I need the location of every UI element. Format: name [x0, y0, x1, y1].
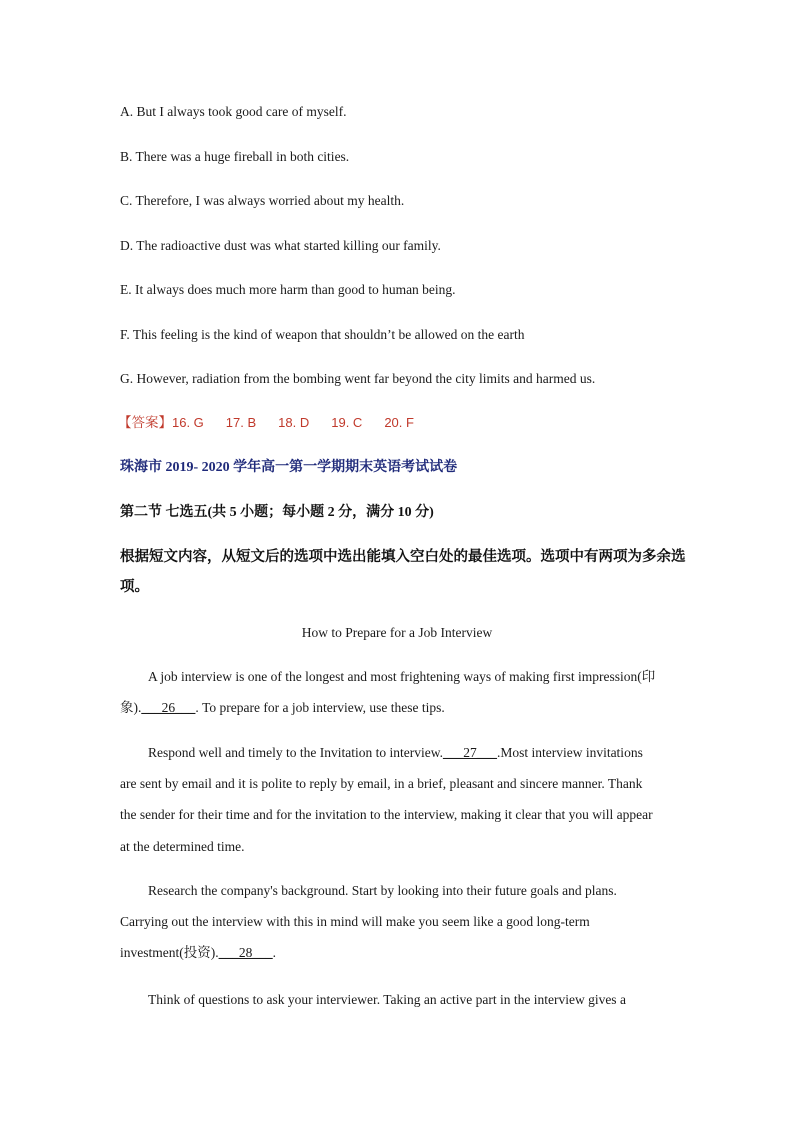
blank-26: ___26___: [141, 700, 196, 715]
answer-item: 16. G: [172, 415, 204, 430]
paragraph-2-line-2: are sent by email and it is polite to reply by email, in a brief, pleasant and sincere manner. Thank: [120, 776, 643, 791]
instruction-line-1: 根据短文内容，从短文后的选项中选出能填入空白处的最佳选项。选项中有两项为多余选: [120, 549, 686, 565]
text-segment: Respond well and timely to the Invitation to interview.: [148, 745, 443, 760]
paragraph-2-line-3: the sender for their time and for the invitation to the interview, making it clear that you will appear: [120, 807, 653, 822]
answer-item: 20. F: [384, 415, 414, 430]
option-b: B. There was a huge fireball in both cities.: [120, 149, 350, 164]
option-a: A. But I always took good care of myself.: [120, 104, 347, 119]
paragraph-2-line-1: [148, 745, 643, 761]
paragraph-1-line-1: A job interview is one of the longest and most frightening ways of making first impression(印: [148, 669, 656, 684]
answer-line: [118, 415, 436, 431]
option-c: C. Therefore, I was always worried about my health.: [120, 193, 405, 208]
paragraph-1-line-2: [120, 700, 445, 716]
text-segment: .Most interview invitations: [496, 745, 643, 760]
paragraph-3-line-1: Research the company's background. Start by looking into their future goals and plans.: [148, 883, 617, 898]
option-f: F. This feeling is the kind of weapon that shouldn’t be allowed on the earth: [120, 327, 525, 342]
answer-item: 17. B: [225, 415, 257, 430]
text-segment: 象).: [120, 700, 142, 715]
option-d: D. The radioactive dust was what started killing our family.: [120, 238, 441, 253]
option-g: G. However, radiation from the bombing went far beyond the city limits and harmed us.: [120, 371, 596, 386]
paragraph-4-line-1: Think of questions to ask your interviewer. Taking an active part in the interview gives a: [148, 992, 626, 1007]
paragraph-3-line-2: Carrying out the interview with this in mind will make you seem like a good long-term: [120, 914, 590, 929]
exam-source: 珠海市 2019- 2020 学年高一第一学期期末英语考试试卷: [120, 460, 458, 475]
instruction-line-2: 项。: [120, 579, 149, 595]
blank-28: ___28___: [218, 945, 273, 960]
answer-item: 19. C: [331, 415, 363, 430]
text-segment: investment(投资).: [120, 945, 219, 960]
option-e: E. It always does much more harm than good to human being.: [120, 282, 456, 297]
paragraph-2-line-4: at the determined time.: [120, 839, 245, 854]
answer-item: 18. D: [278, 415, 310, 430]
text-segment: . To prepare for a job interview, use these tips.: [195, 700, 445, 715]
passage-title: How to Prepare for a Job Interview: [301, 625, 493, 640]
section-title: 第二节 七选五(共 5 小题；每小题 2 分，满分 10 分): [120, 505, 434, 520]
blank-27: ___27___: [442, 745, 497, 760]
answer-label: 【答案】: [118, 415, 172, 431]
text-segment: .: [272, 945, 276, 960]
paragraph-3-line-3: [120, 945, 276, 961]
